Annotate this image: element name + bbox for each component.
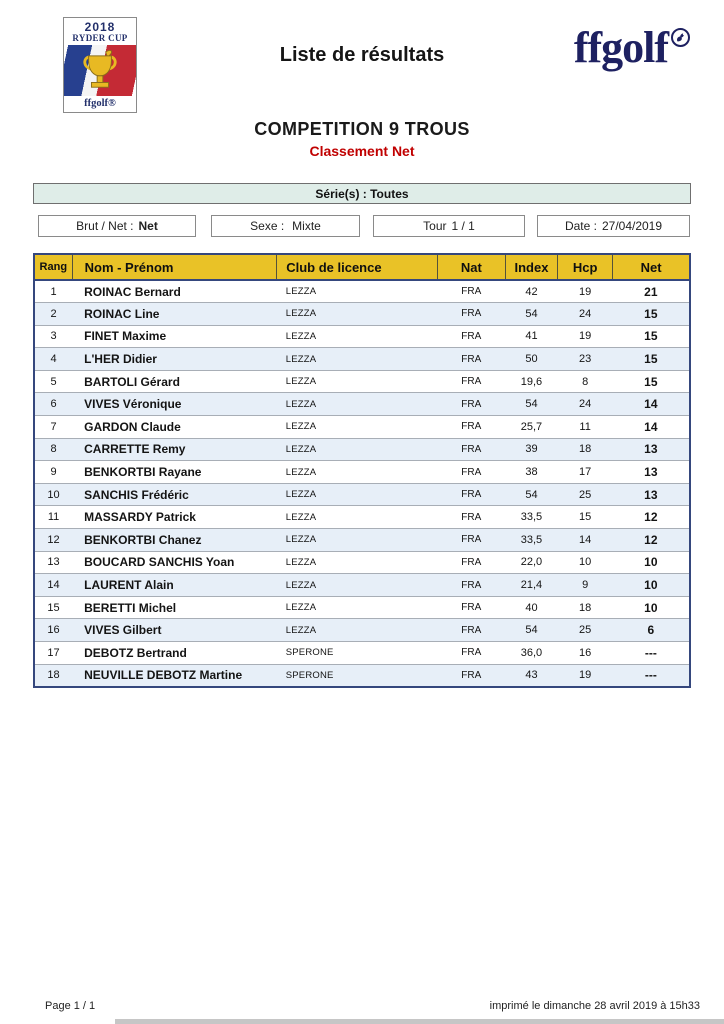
rank-cell: 4 (34, 348, 72, 371)
name-cell: VIVES Véronique (72, 393, 277, 416)
series-bar (33, 183, 691, 204)
net-cell: 13 (613, 461, 690, 484)
table-row (34, 529, 690, 552)
name-cell: GARDON Claude (72, 416, 277, 439)
hcp-cell: 17 (558, 461, 613, 484)
nat-cell: FRA (461, 286, 482, 298)
index-cell: 33,5 (505, 529, 557, 552)
nat-cell: FRA (437, 506, 505, 529)
ryder-logo-year: 2018 (84, 20, 116, 34)
net-cell: 10 (613, 596, 690, 619)
name-cell: BENKORTBI Rayane (72, 461, 277, 484)
club-cell: LEZZA (277, 596, 437, 619)
index-cell: 25,7 (505, 416, 557, 439)
club-cell: LEZZA (277, 416, 437, 439)
filter-tour (373, 215, 525, 237)
rank-cell: 12 (34, 529, 72, 552)
page-title: Liste de résultats (279, 44, 445, 66)
index-cell: 40 (505, 596, 557, 619)
ffgolf-logo (573, 23, 690, 72)
column-header-index: Index (505, 254, 557, 280)
column-header-nom: Nom - Prénom (72, 254, 277, 280)
ffgolf-wordmark: ffgolf (573, 23, 668, 72)
hcp-cell: 19 (579, 285, 592, 298)
column-header-rang: Rang (34, 254, 72, 280)
nat-cell: FRA (437, 461, 505, 484)
rank-cell: 13 (34, 551, 72, 574)
table-row (34, 574, 690, 597)
rank-cell: 16 (34, 619, 72, 642)
table-header-row (34, 254, 690, 280)
name-cell: SANCHIS Frédéric (72, 483, 277, 506)
hcp-cell: 24 (558, 303, 613, 326)
hcp-cell: 18 (558, 438, 613, 461)
net-cell: 10 (613, 551, 690, 574)
hcp-cell: 15 (558, 506, 613, 529)
table-row (34, 348, 690, 371)
filter-date-value: 27/04/2019 (601, 219, 663, 233)
filter-brut-net-value: Net (138, 219, 158, 233)
name-cell: LAURENT Alain (72, 574, 277, 597)
column-header-net: Net (613, 254, 690, 280)
table-row (34, 461, 690, 484)
net-cell: 15 (613, 370, 690, 393)
filter-sexe-label: Sexe : (250, 219, 285, 233)
page-number: Page 1 / 1 (45, 1000, 96, 1012)
club-cell: LEZZA (277, 393, 437, 416)
table-row (34, 370, 690, 393)
nat-cell: FRA (437, 438, 505, 461)
ryder-logo-header (64, 18, 136, 43)
name-cell: FINET Maxime (72, 325, 277, 348)
index-cell: 50 (505, 348, 557, 371)
nat-cell: FRA (437, 303, 505, 326)
column-header-nat: Nat (437, 254, 505, 280)
filter-brut-net-label: Brut / Net : (76, 219, 134, 233)
net-cell: 13 (613, 438, 690, 461)
name-cell: MASSARDY Patrick (72, 506, 277, 529)
table-row (34, 416, 690, 439)
net-cell: --- (613, 664, 690, 687)
nat-cell: FRA (437, 325, 505, 348)
club-cell: LEZZA (277, 461, 437, 484)
hcp-cell: 25 (558, 619, 613, 642)
net-cell: 15 (613, 348, 690, 371)
nat-cell: FRA (437, 551, 505, 574)
index-cell: 43 (505, 664, 557, 687)
rank-cell: 11 (34, 506, 72, 529)
name-cell: ROINAC Bernard (84, 284, 181, 299)
rooster-badge-icon (671, 28, 690, 47)
club-cell: SPERONE (277, 642, 437, 665)
index-cell: 54 (505, 393, 557, 416)
nat-cell: FRA (437, 574, 505, 597)
club-cell: LEZZA (277, 483, 437, 506)
results-table (33, 253, 691, 688)
classement-subtitle: Classement Net (309, 143, 415, 159)
filter-tour-value: 1 / 1 (451, 219, 475, 233)
net-cell: 6 (613, 619, 690, 642)
print-timestamp: imprimé le dimanche 28 avril 2019 à 15h33 (489, 1000, 700, 1012)
name-cell: BARTOLI Gérard (72, 370, 277, 393)
filter-date (537, 215, 690, 237)
nat-cell: FRA (437, 483, 505, 506)
name-cell: L'HER Didier (72, 348, 277, 371)
table-row (34, 664, 690, 687)
nat-cell: FRA (437, 619, 505, 642)
nat-cell: FRA (437, 348, 505, 371)
nat-cell: FRA (437, 596, 505, 619)
net-cell: 15 (613, 325, 690, 348)
hcp-cell: 16 (558, 642, 613, 665)
ryder-logo-event: RYDER CUP (72, 32, 128, 43)
name-cell: VIVES Gilbert (72, 619, 277, 642)
filter-brut-net (38, 215, 196, 237)
club-cell: LEZZA (277, 370, 437, 393)
table-row (34, 483, 690, 506)
rank-cell: 17 (34, 642, 72, 665)
hcp-cell: 8 (558, 370, 613, 393)
club-cell: LEZZA (277, 574, 437, 597)
nat-cell: FRA (437, 393, 505, 416)
hcp-cell: 23 (558, 348, 613, 371)
index-cell: 38 (505, 461, 557, 484)
club-cell: SPERONE (277, 664, 437, 687)
rank-cell: 7 (34, 416, 72, 439)
club-cell: LEZZA (277, 619, 437, 642)
index-cell: 54 (505, 303, 557, 326)
rank-cell: 8 (34, 438, 72, 461)
net-cell: --- (613, 642, 690, 665)
name-cell: BOUCARD SANCHIS Yoan (72, 551, 277, 574)
hcp-cell: 11 (558, 416, 613, 439)
hcp-cell: 19 (558, 325, 613, 348)
ryder-logo-brand: ffgolf® (84, 98, 116, 109)
hcp-cell: 19 (558, 664, 613, 687)
nat-cell: FRA (437, 370, 505, 393)
hcp-cell: 10 (558, 551, 613, 574)
series-label: Série(s) : Toutes (315, 186, 409, 201)
filter-tour-label: Tour (423, 219, 447, 233)
name-cell: ROINAC Line (72, 303, 277, 326)
index-cell: 42 (525, 285, 538, 298)
index-cell: 39 (505, 438, 557, 461)
club-cell: LEZZA (277, 506, 437, 529)
name-cell: BENKORTBI Chanez (72, 529, 277, 552)
name-cell: BERETTI Michel (72, 596, 277, 619)
index-cell: 41 (505, 325, 557, 348)
net-cell: 12 (613, 529, 690, 552)
rank-cell: 1 (50, 285, 57, 298)
rank-cell: 9 (34, 461, 72, 484)
column-header-club: Club de licence (277, 254, 437, 280)
filter-date-label: Date : (564, 219, 597, 233)
club-cell: LEZZA (277, 303, 437, 326)
rank-cell: 10 (34, 483, 72, 506)
name-cell: NEUVILLE DEBOTZ Martine (72, 664, 277, 687)
rank-cell: 3 (34, 325, 72, 348)
table-row (34, 619, 690, 642)
column-header-hcp: Hcp (558, 254, 613, 280)
nat-cell: FRA (437, 664, 505, 687)
club-cell: LEZZA (277, 551, 437, 574)
net-cell: 14 (613, 416, 690, 439)
index-cell: 22,0 (505, 551, 557, 574)
hcp-cell: 14 (558, 529, 613, 552)
club-cell: LEZZA (277, 348, 437, 371)
rank-cell: 6 (34, 393, 72, 416)
index-cell: 21,4 (505, 574, 557, 597)
hcp-cell: 24 (558, 393, 613, 416)
nat-cell: FRA (437, 529, 505, 552)
net-cell: 14 (613, 393, 690, 416)
nat-cell: FRA (437, 642, 505, 665)
club-cell: LEZZA (277, 325, 437, 348)
name-cell: DEBOTZ Bertrand (72, 642, 277, 665)
table-row (34, 325, 690, 348)
rank-cell: 5 (34, 370, 72, 393)
net-cell: 15 (613, 303, 690, 326)
club-cell: LEZZA (285, 286, 317, 298)
table-row (34, 303, 690, 326)
rank-cell: 18 (34, 664, 72, 687)
table-row (34, 280, 690, 303)
index-cell: 54 (505, 483, 557, 506)
club-cell: LEZZA (277, 438, 437, 461)
table-row (34, 393, 690, 416)
net-cell: 13 (613, 483, 690, 506)
filter-sexe-value: Mixte (292, 219, 321, 233)
index-cell: 54 (505, 619, 557, 642)
net-cell: 10 (613, 574, 690, 597)
hcp-cell: 9 (558, 574, 613, 597)
rank-cell: 14 (34, 574, 72, 597)
table-row (34, 438, 690, 461)
nat-cell: FRA (437, 416, 505, 439)
table-row (34, 642, 690, 665)
net-cell: 21 (644, 284, 658, 299)
index-cell: 36,0 (505, 642, 557, 665)
index-cell: 19,6 (505, 370, 557, 393)
table-row (34, 551, 690, 574)
rank-cell: 2 (34, 303, 72, 326)
table-row (34, 506, 690, 529)
club-cell: LEZZA (277, 529, 437, 552)
rank-cell: 15 (34, 596, 72, 619)
net-cell: 12 (613, 506, 690, 529)
results-body (34, 280, 690, 687)
hcp-cell: 25 (558, 483, 613, 506)
hcp-cell: 18 (558, 596, 613, 619)
name-cell: CARRETTE Remy (72, 438, 277, 461)
table-row (34, 596, 690, 619)
competition-title: COMPETITION 9 TROUS (254, 119, 470, 139)
page-edge-strip (115, 1019, 724, 1024)
index-cell: 33,5 (505, 506, 557, 529)
filter-sexe (211, 215, 360, 237)
